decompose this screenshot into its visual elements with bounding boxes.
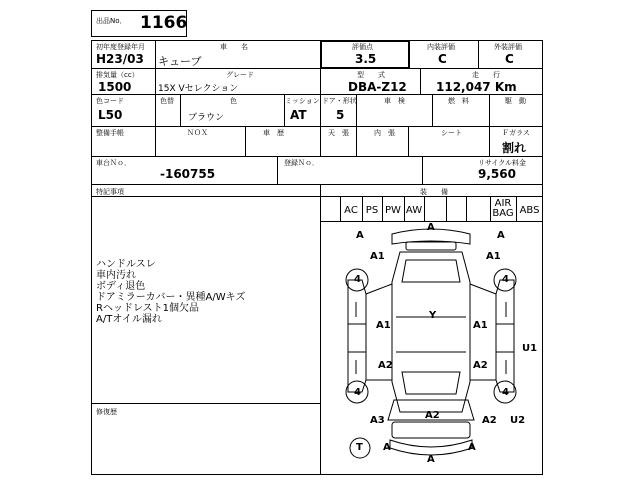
notes-title: 特記事項 xyxy=(96,188,124,196)
color-value: ブラウン xyxy=(188,113,225,123)
model-value: DBA-Z12 xyxy=(348,80,407,94)
sunroof-label: 天 張 xyxy=(328,129,349,137)
score-value: 3.5 xyxy=(355,52,377,66)
mark-right-rear-quarter: A2 xyxy=(482,415,497,426)
history-label: 車 歴 xyxy=(263,129,284,137)
mark-rear-right: A xyxy=(468,442,476,453)
equipment-airbag-line1: AIR xyxy=(494,198,512,209)
notes-list xyxy=(96,259,316,325)
mark-left-front-door: A1 xyxy=(376,320,391,331)
mark-right-rear-door: A2 xyxy=(473,360,488,371)
registration-label: 登録Ｎｏ． xyxy=(284,159,319,167)
displacement-label: 排気量（cc） xyxy=(96,71,139,79)
score-label: 評価点 xyxy=(352,43,373,51)
interior-score-label: 内装評価 xyxy=(427,43,455,51)
mileage-value: 112,047 Km xyxy=(436,80,517,94)
mark-right-side-u1: U1 xyxy=(522,343,538,354)
note-line: 車内汚れ xyxy=(96,270,136,281)
interior-trim-label: 内 張 xyxy=(374,129,395,137)
displacement-value: 1500 xyxy=(98,80,132,94)
note-line: ドアミラーカバー・異種A/Wキズ xyxy=(96,292,246,303)
mark-rear-hatch: A2 xyxy=(425,410,440,421)
maintenance-book-label: 整備手帳 xyxy=(96,129,124,137)
note-line: A/Tオイル漏れ xyxy=(96,314,162,325)
mark-right-front-door: A1 xyxy=(473,320,488,331)
fuel-label: 燃 料 xyxy=(448,97,469,105)
car-name-value: キューブ xyxy=(158,55,202,68)
mark-roof: Y xyxy=(429,310,437,321)
exterior-score-value: C xyxy=(505,52,514,66)
mark-tire-lr: 4 xyxy=(354,387,361,398)
front-glass-label: Ｆガラス xyxy=(502,129,530,137)
mark-rear-bottom: A xyxy=(427,454,435,465)
transmission-label: ミッション xyxy=(285,97,320,105)
car-body-diagram xyxy=(320,222,542,474)
lot-number-value: 1166 xyxy=(140,13,188,33)
mark-tire-lf: 4 xyxy=(354,274,361,285)
inspection-label: 車 検 xyxy=(384,97,405,105)
front-glass-value: 割れ xyxy=(502,141,527,155)
color-label: 色 xyxy=(230,97,237,105)
first-reg-value: H23/03 xyxy=(96,52,144,66)
note-line: ボディ退色 xyxy=(96,281,146,292)
first-reg-label: 初年度登録年月 xyxy=(96,43,145,51)
equipment-title: 装 備 xyxy=(420,188,448,196)
mark-rear-left: A xyxy=(383,442,391,453)
mark-left-rear-quarter: A3 xyxy=(370,415,385,426)
equipment-ac: AC xyxy=(344,205,358,216)
chassis-label: 車台Ｎｏ． xyxy=(96,159,131,167)
mark-spare-tire: T xyxy=(356,442,363,453)
doors-value: 5 xyxy=(336,108,345,122)
recycle-value: 9,560 xyxy=(478,167,516,181)
mark-top-right: A xyxy=(497,230,505,241)
note-line: Rヘッドレスト1個欠品 xyxy=(96,303,200,314)
grade-label: グレード xyxy=(226,71,254,79)
mark-right-front-fender: A1 xyxy=(486,251,501,262)
color-code-value: L50 xyxy=(98,108,123,122)
drive-label: 駆 動 xyxy=(505,97,526,105)
equipment-airbag-line2: BAG xyxy=(492,208,514,219)
doors-label: ドア・形状 xyxy=(322,97,357,105)
equipment-ps: PS xyxy=(365,205,379,216)
mark-left-front-fender: A1 xyxy=(370,251,385,262)
color-code-label: 色コード xyxy=(96,97,124,105)
lot-number-label: 出品No． xyxy=(96,17,127,25)
equipment-abs: ABS xyxy=(519,205,540,216)
equipment-pw: PW xyxy=(385,205,401,216)
repair-history-title: 修復歴 xyxy=(96,408,117,416)
mark-top-left: A xyxy=(356,230,364,241)
equipment-aw: AW xyxy=(405,205,423,216)
grade-value: 15X Vセレクション xyxy=(158,84,239,94)
mark-tire-rf: 4 xyxy=(502,274,509,285)
interior-score-value: C xyxy=(438,52,447,66)
car-name-label: 車 名 xyxy=(220,43,248,51)
mileage-label: 走 行 xyxy=(472,71,500,79)
transmission-value: AT xyxy=(290,108,307,122)
chassis-value: -160755 xyxy=(160,167,216,181)
mark-right-rear-u2: U2 xyxy=(510,415,526,426)
recycle-label: リサイクル料金 xyxy=(478,159,527,167)
exterior-score-label: 外装評価 xyxy=(494,43,522,51)
model-label: 型 式 xyxy=(357,71,385,79)
mark-left-rear-door: A2 xyxy=(378,360,393,371)
note-line: ハンドルスレ xyxy=(96,259,156,270)
mark-tire-rr: 4 xyxy=(502,387,509,398)
seat-label: シート xyxy=(441,129,462,137)
nox-label: ＮＯＸ xyxy=(187,129,208,137)
mark-front: A xyxy=(427,222,435,233)
color-change-label: 色替 xyxy=(160,97,174,105)
